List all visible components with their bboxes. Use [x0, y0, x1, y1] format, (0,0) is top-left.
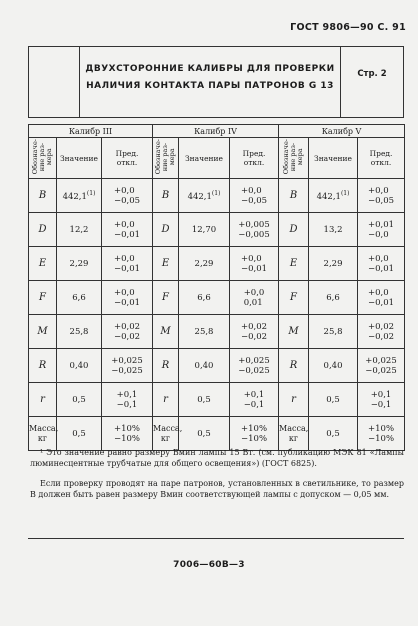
cell-designation: E [279, 247, 309, 281]
cell-designation: D [153, 213, 179, 247]
table-row [29, 349, 405, 383]
cell-designation: F [153, 281, 179, 315]
tolerance-upper: +0,025 [238, 355, 270, 366]
cell-tolerance [102, 349, 153, 383]
cell-value [179, 179, 230, 213]
tolerance-lower: −0,01 [240, 263, 268, 274]
cell-designation: E [29, 247, 57, 281]
cell-value-text: 12,70 [191, 224, 217, 235]
tolerance-upper: +0,02 [240, 321, 268, 332]
cell-value [57, 417, 102, 451]
cell-value [57, 247, 102, 281]
cell-tolerance [102, 383, 153, 417]
tolerance-upper: +0,0 [367, 185, 389, 196]
tolerance-lower: −0,01 [113, 229, 141, 240]
cell-value-text: 25,8 [323, 326, 343, 337]
tolerance-upper: +10% [241, 423, 268, 434]
cell-tolerance [230, 213, 279, 247]
title-box-divider-left [79, 47, 80, 117]
tolerance-upper: +0,1 [116, 389, 138, 400]
tolerance-lower: −0,005 [238, 229, 270, 240]
cell-designation: D [29, 213, 57, 247]
group-header-calibre-3: Калибр III [29, 125, 153, 138]
page-label: Стр. 2 [357, 69, 387, 79]
cell-tolerance [358, 247, 405, 281]
calibre-table [28, 124, 405, 451]
tolerance-lower: −0,1 [116, 399, 138, 410]
cell-tolerance [358, 417, 405, 451]
cell-value-text: 0,5 [197, 394, 211, 405]
cell-value [309, 213, 358, 247]
tolerance-lower: −0,01 [367, 297, 395, 308]
cell-value [309, 349, 358, 383]
subheader-value: Значение [57, 138, 102, 179]
cell-tolerance [102, 281, 153, 315]
tolerance-lower: −0,025 [111, 365, 143, 376]
table-row [29, 315, 405, 349]
tolerance-upper: +0,0 [113, 185, 135, 196]
cell-value-text: 13,2 [323, 224, 343, 235]
tolerance-lower: −0,01 [367, 263, 395, 274]
tolerance-lower: −0,1 [370, 399, 392, 410]
cell-value [309, 417, 358, 451]
cell-tolerance [358, 213, 405, 247]
cell-tolerance [358, 349, 405, 383]
cell-designation: F [29, 281, 57, 315]
tolerance-upper: +0,02 [367, 321, 395, 332]
tolerance-upper: +0,0 [367, 287, 389, 298]
tolerance-lower: −0,01 [113, 263, 141, 274]
title-line-2: НАЛИЧИЯ КОНТАКТА ПАРЫ ПАТРОНОВ G 13 [86, 81, 334, 91]
cell-tolerance [102, 315, 153, 349]
cell-tolerance [358, 383, 405, 417]
cell-value [309, 383, 358, 417]
tolerance-upper: +0,025 [365, 355, 397, 366]
cell-designation: R [279, 349, 309, 383]
cell-value-text: 2,29 [69, 258, 89, 269]
cell-designation: B [29, 179, 57, 213]
cell-value-text: 0,5 [326, 394, 340, 405]
cell-value-text: 6,6 [326, 292, 340, 303]
cell-value-text: 0,40 [194, 360, 214, 371]
table-sub-header-row [29, 138, 405, 179]
tolerance-upper: +0,1 [370, 389, 392, 400]
cell-value-text: 0,40 [323, 360, 343, 371]
table-body [29, 179, 405, 451]
page-footer: 7006—60В—3 [173, 560, 245, 570]
cell-designation: M [279, 315, 309, 349]
footnote: ¹ Это значение равно размеру Bмин лампы 15 Вт. (см. публикацию МЭК 81 «Лампы люминесцентные трубчатые для общего освещения») (ГОСТ 6825). [30, 448, 404, 468]
tolerance-upper: +0,025 [111, 355, 143, 366]
cell-value [57, 281, 102, 315]
cell-designation: M [29, 315, 57, 349]
tolerance-lower: −0,1 [243, 399, 265, 410]
cell-value [179, 315, 230, 349]
tolerance-upper: +0,02 [113, 321, 141, 332]
footnote-marker: (1) [211, 189, 221, 197]
cell-value-text: 2,29 [194, 258, 214, 269]
subheader-designation [279, 138, 309, 179]
group-header-calibre-4: Калибр IV [153, 125, 279, 138]
cell-tolerance [230, 383, 279, 417]
cell-value [309, 315, 358, 349]
cell-tolerance [230, 281, 279, 315]
tolerance-upper: +0,0 [113, 219, 135, 230]
cell-designation: Масса, кг [279, 417, 309, 451]
cell-designation: r [29, 383, 57, 417]
cell-value [57, 383, 102, 417]
cell-tolerance [102, 417, 153, 451]
cell-value [57, 315, 102, 349]
cell-tolerance [358, 315, 405, 349]
table-group-header-row [29, 125, 405, 138]
tolerance-upper: +0,005 [238, 219, 270, 230]
table-row [29, 383, 405, 417]
cell-designation: Масса, кг [153, 417, 179, 451]
cell-tolerance [230, 315, 279, 349]
subheader-designation-label: Обозначе- ние раз- мера [31, 139, 53, 175]
tolerance-lower: −0,02 [240, 331, 268, 342]
cell-designation: B [153, 179, 179, 213]
tolerance-lower: −10% [368, 433, 395, 444]
tolerance-lower: −0,025 [365, 365, 397, 376]
cell-tolerance [230, 349, 279, 383]
tolerance-upper: +10% [113, 423, 140, 434]
tolerance-lower: −10% [241, 433, 268, 444]
subheader-tolerance: Пред. откл. [230, 138, 279, 179]
tolerance-lower: −0,02 [367, 331, 395, 342]
subheader-designation [29, 138, 57, 179]
cell-tolerance [230, 417, 279, 451]
subheader-tolerance: Пред. откл. [102, 138, 153, 179]
cell-value-text: 25,8 [194, 326, 214, 337]
tolerance-upper: +0,0 [240, 253, 262, 264]
table-row [29, 247, 405, 281]
cell-value [57, 349, 102, 383]
document-title [81, 61, 339, 95]
cell-designation: Масса, кг [29, 417, 57, 451]
tolerance-lower: −0,01 [113, 297, 141, 308]
cell-value [179, 213, 230, 247]
cell-value-text: 6,6 [72, 292, 86, 303]
cell-tolerance [358, 179, 405, 213]
tolerance-upper: +0,01 [367, 219, 395, 230]
cell-value [57, 213, 102, 247]
cell-designation: D [279, 213, 309, 247]
cell-value [179, 349, 230, 383]
tolerance-upper: +0,0 [240, 185, 262, 196]
subheader-value: Значение [309, 138, 358, 179]
tolerance-lower: 0,01 [243, 297, 263, 308]
cell-designation: B [279, 179, 309, 213]
cell-value-text: 0,5 [326, 428, 340, 439]
subheader-designation-label: Обозначе- ние раз- мера [154, 139, 176, 175]
table-row [29, 213, 405, 247]
cell-value [179, 417, 230, 451]
tolerance-lower: −0,0 [367, 229, 389, 240]
cell-value-text: 12,2 [69, 224, 89, 235]
page-header-ref: ГОСТ 9806—90 С. 91 [290, 22, 406, 33]
tolerance-lower: −0,05 [113, 195, 141, 206]
group-header-calibre-5: Калибр V [279, 125, 405, 138]
cell-tolerance [230, 179, 279, 213]
cell-designation: M [153, 315, 179, 349]
table-row [29, 179, 405, 213]
table-row [29, 417, 405, 451]
cell-tolerance [102, 179, 153, 213]
tolerance-lower: −0,02 [113, 331, 141, 342]
table-row [29, 281, 405, 315]
cell-value-text: 442,1 [187, 191, 212, 202]
cell-designation: r [153, 383, 179, 417]
tolerance-upper: +0,0 [113, 287, 135, 298]
tolerance-upper: +0,0 [367, 253, 389, 264]
cell-value [57, 179, 102, 213]
tolerance-lower: −10% [113, 433, 140, 444]
cell-designation: F [279, 281, 309, 315]
bottom-rule [28, 538, 404, 539]
tolerance-upper: +0,0 [113, 253, 135, 264]
cell-value-text: 0,5 [72, 394, 86, 405]
cell-value [309, 247, 358, 281]
cell-tolerance [230, 247, 279, 281]
title-line-1: ДВУХСТОРОННИЕ КАЛИБРЫ ДЛЯ ПРОВЕРКИ [85, 64, 335, 74]
tolerance-upper: +0,0 [243, 287, 265, 298]
cell-value [309, 281, 358, 315]
cell-designation: r [279, 383, 309, 417]
tolerance-upper: +10% [368, 423, 395, 434]
subheader-designation [153, 138, 179, 179]
subheader-value: Значение [179, 138, 230, 179]
cell-value-text: 0,40 [69, 360, 89, 371]
footnote-marker: (1) [86, 189, 96, 197]
tolerance-lower: −0,05 [367, 195, 395, 206]
subheader-designation-label: Обозначе- ние раз- мера [282, 139, 305, 175]
cell-value [179, 247, 230, 281]
cell-value [309, 179, 358, 213]
footnote-marker: (1) [340, 189, 350, 197]
subheader-tolerance: Пред. откл. [358, 138, 405, 179]
tolerance-lower: −0,025 [238, 365, 270, 376]
note-paragraph: Если проверку проводят на паре патронов, установленных в светильнике, то размер B должен быть равен размеру Bмин соответствующей лампы с допуском — 0,05 мм. [30, 479, 404, 499]
cell-tolerance [358, 281, 405, 315]
cell-designation: R [153, 349, 179, 383]
tolerance-lower: −0,05 [240, 195, 268, 206]
cell-designation: R [29, 349, 57, 383]
cell-value-text: 0,5 [72, 428, 86, 439]
cell-designation: E [153, 247, 179, 281]
cell-value-text: 6,6 [197, 292, 211, 303]
cell-tolerance [102, 247, 153, 281]
title-box-divider-right [340, 47, 341, 117]
cell-value-text: 2,29 [323, 258, 343, 269]
cell-value [179, 281, 230, 315]
cell-value-text: 442,1 [62, 191, 87, 202]
cell-value-text: 0,5 [197, 428, 211, 439]
tolerance-upper: +0,1 [243, 389, 265, 400]
cell-value-text: 442,1 [316, 191, 341, 202]
cell-tolerance [102, 213, 153, 247]
title-box [28, 46, 404, 118]
cell-value [179, 383, 230, 417]
cell-value-text: 25,8 [69, 326, 89, 337]
